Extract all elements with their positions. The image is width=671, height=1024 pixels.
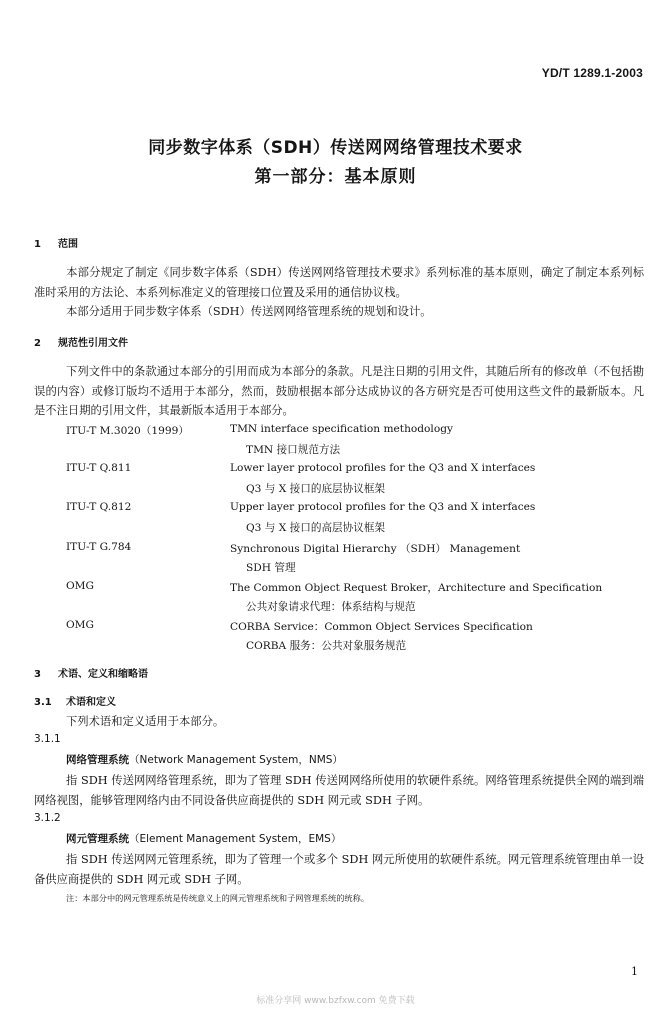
term-name-en: （Network Management System，NMS） (129, 754, 343, 766)
term-name-zh: 网元管理系统 (66, 833, 129, 845)
term-definition: 指 SDH 传送网网元管理系统，即为了管理一个或多个 SDH 网元所使用的软硬件系统。网元管理系统管理由单一设备供应商提供的 SDH 网元或 SDH 子网。 (34, 853, 644, 886)
reference-code: ITU-T M.3020（1999） (66, 425, 189, 437)
section-1-heading (34, 235, 78, 250)
reference-title-zh: TMN 接口规范方法 (246, 444, 341, 456)
terms-intro: 下列术语和定义适用于本部分。 (66, 715, 225, 728)
watermark: 标准分享网 www.bzfxw.com 免费下载 (256, 996, 415, 1006)
reference-title-en: TMN interface specification methodology (230, 423, 453, 435)
section-title: 术语、定义和缩略语 (58, 669, 148, 680)
term-definition: 指 SDH 传送网网络管理系统，即为了管理 SDH 传送网网络所使用的软硬件系统。网络管理系统提供全网的端到端网络视图，能够管理网络内由不同设备供应商提供的 SDH 网元或 SDH 子网。 (34, 774, 644, 807)
note: 注：本部分中的网元管理系统是传统意义上的网元管理系统和子网管理系统的统称。 (66, 893, 369, 903)
reference-title-en: Synchronous Digital Hierarchy （SDH） Management (230, 543, 521, 555)
reference-title-en: Upper layer protocol profiles for the Q3 and X interfaces (230, 501, 536, 513)
reference-code: ITU-T Q.812 (66, 501, 132, 513)
section-title: 术语和定义 (66, 697, 116, 708)
section-title: 范围 (58, 239, 78, 250)
section-number: 3 (34, 669, 41, 680)
term-heading (66, 831, 341, 846)
section-3-heading (34, 665, 148, 680)
term-heading (66, 752, 343, 767)
reference-title-zh: CORBA 服务：公共对象服务规范 (246, 640, 407, 652)
term-number: 3.1.2 (34, 812, 61, 824)
scope-paragraph-2: 本部分适用于同步数字体系（SDH）传送网网络管理系统的规划和设计。 (66, 305, 432, 318)
section-2-heading (34, 334, 128, 349)
normative-intro: 下列文件中的条款通过本部分的引用而成为本部分的条款。凡是注日期的引用文件，其随后所有的修改单（不包括勘误的内容）或修订版均不适用于本部分，然而，鼓励根据本部分达成协议的各方研究是否可使用这些文件的最新版本。凡是不注日期的引用文件，其最新版本适用于本部分。 (34, 365, 644, 417)
standard-number: YD/T 1289.1-2003 (541, 66, 643, 80)
reference-title-zh: Q3 与 X 接口的底层协议框架 (246, 483, 386, 495)
document-title: 同步数字体系（SDH）传送网网络管理技术要求 (148, 138, 523, 158)
reference-code: OMG (66, 619, 94, 631)
reference-title-zh: 公共对象请求代理：体系结构与规范 (246, 601, 416, 613)
reference-code: ITU-T Q.811 (66, 462, 132, 474)
reference-code: ITU-T G.784 (66, 541, 132, 553)
reference-code: OMG (66, 580, 94, 592)
term-name-en: （Element Management System，EMS） (129, 833, 342, 845)
section-3-1-heading (34, 693, 116, 708)
document-subtitle: 第一部分：基本原则 (254, 167, 417, 187)
reference-title-zh: Q3 与 X 接口的高层协议框架 (246, 522, 386, 534)
section-title: 规范性引用文件 (58, 338, 128, 349)
section-number: 2 (34, 338, 41, 349)
page-number: 1 (631, 965, 638, 978)
reference-title-en: Lower layer protocol profiles for the Q3 and X interfaces (230, 462, 536, 474)
term-number: 3.1.1 (34, 733, 61, 745)
section-number: 1 (34, 239, 41, 250)
reference-title-en: CORBA Service：Common Object Services Specification (230, 621, 533, 633)
scope-paragraph-1: 本部分规定了制定《同步数字体系（SDH）传送网网络管理技术要求》系列标准的基本原则，确定了制定本系列标准时采用的方法论、本系列标准定义的管理接口位置及采用的通信协议栈。 (34, 266, 644, 299)
reference-title-zh: SDH 管理 (246, 562, 296, 574)
term-name-zh: 网络管理系统 (66, 754, 129, 766)
section-number: 3.1 (34, 697, 52, 708)
reference-title-en: The Common Object Request Broker，Architecture and Specification (230, 582, 603, 594)
